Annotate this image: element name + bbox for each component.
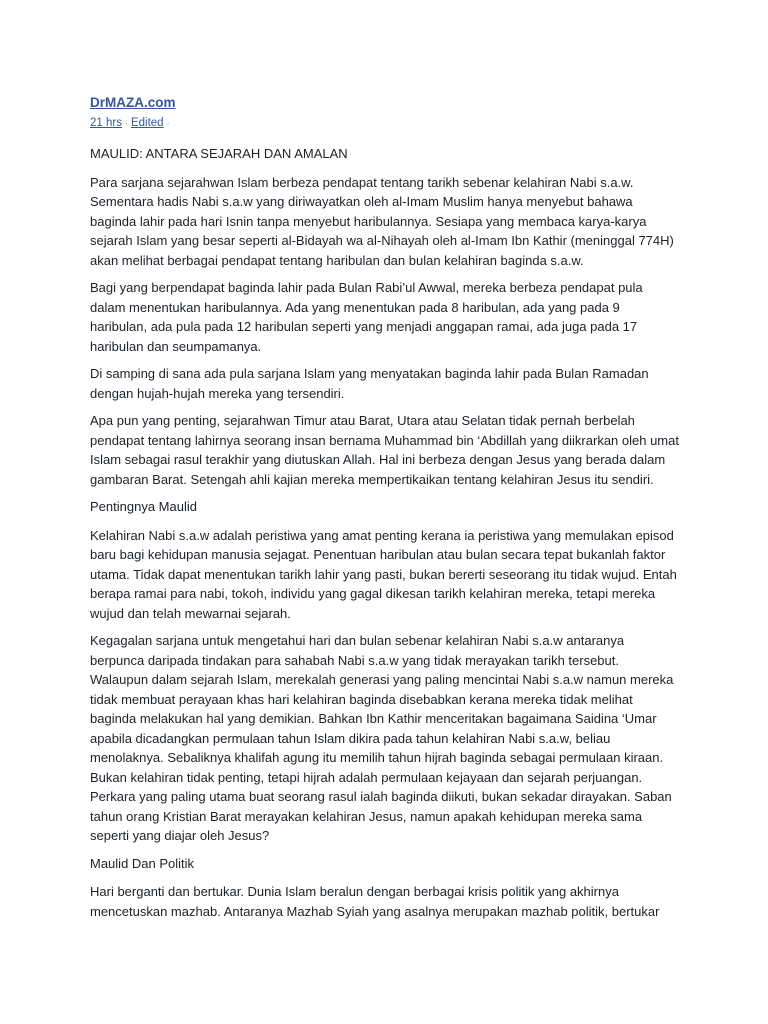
paragraph: Kelahiran Nabi s.a.w adalah peristiwa yang amat penting kerana ia peristiwa yang memulakan episod baru bagi kehidupan manusia sejagat. Penentuan haribulan atau bulan secara tepat bukanlah faktor utama. Tidak dapat menentukan tarikh lahir yang pasti, bukan bererti seseorang itu tidak wujud. Entah berapa ramai para nabi, tokoh, individu yang gagal dikesan tarikh kelahiran mereka, tetapi mereka wujud dan telah mewarnai sejarah. xyxy=(90,527,677,621)
meta-separator: · xyxy=(124,118,128,128)
timestamp-link[interactable]: 21 hrs xyxy=(90,117,122,129)
edited-link[interactable]: Edited xyxy=(130,117,164,129)
paragraph: Kegagalan sarjana untuk mengetahui hari dan bulan sebenar kelahiran Nabi s.a.w antaranya berpunca daripada tindakan para sahabah Nabi s.a.w yang tidak merayakan tarikh tersebut. Walaupun dalam sejarah Islam, merekalah generasi yang paling mencintai Nabi s.a.w namun mereka tidak membuat perayaan khas hari kelahiran baginda disebabkan kerana mereka tidak melihat baginda melakukan hal yang demikian. Bahkan Ibn Kathir menceritakan bagaimana Saidina ‘Umar apabila dicadangkan permulaan tahun Islam dikira pada tahun kelahiran Nabi s.a.w, beliau menolaknya. Sebaliknya khalifah agung itu memilih tahun hijrah baginda sebagai permulaan kiraan. Bukan kelahiran tidak penting, tetapi hijrah adalah permulaan kejayaan dan sejarah perjuangan. Perkara yang paling utama buat seorang rasul ialah baginda diikuti, bukan sekadar dirayakan. Saban tahun orang Kristian Barat merayakan kelahiran Jesus, namun apakah kehidupan mereka sama seperti yang diajar oleh Jesus? xyxy=(90,633,674,843)
section-heading: Pentingnya Maulid xyxy=(90,499,197,514)
post-content xyxy=(90,144,680,921)
facebook-post xyxy=(90,94,680,929)
author-link[interactable]: DrMAZA.com xyxy=(90,95,176,110)
privacy-separator: · xyxy=(166,118,170,128)
paragraph: Para sarjana sejarahwan Islam berbeza pendapat tentang tarikh sebenar kelahiran Nabi s.a.w. Sementara hadis Nabi s.a.w yang diriwayatkan oleh al-Imam Muslim hanya menyebut bahawa baginda lahir pada hari Isnin tanpa menyebut haribulannya. Sesiapa yang membaca karya-karya sejarah Islam yang besar seperti al-Bidayah wa al-Nihayah oleh al-Imam Ibn Kathir (meninggal 774H) akan melihat berbagai pendapat tentang haribulan dan bulan kelahiran baginda s.a.w. xyxy=(90,174,674,268)
paragraph: Bagi yang berpendapat baginda lahir pada Bulan Rabi’ul Awwal, mereka berbeza pendapat pula dalam menentukan haribulannya. Ada yang menentukan pada 8 haribulan, ada yang pada 9 haribulan, ada pula pada 12 haribulan seperti yang menjadi anggapan ramai, ada juga pada 17 haribulan dan seumpamanya. xyxy=(90,280,643,354)
post-meta xyxy=(90,116,680,130)
paragraph: Hari berganti dan bertukar. Dunia Islam beralun dengan berbagai krisis politik yang akhirnya mencetuskan mazhab. Antaranya Mazhab Syiah yang asalnya merupakan mazhab politik, bertukar xyxy=(90,884,660,919)
paragraph: Apa pun yang penting, sejarahwan Timur atau Barat, Utara atau Selatan tidak pernah berbelah pendapat tentang lahirnya seorang insan bernama Muhammad bin ‘Abdillah yang diikrarkan oleh umat Islam sebagai rasul terakhir yang diutuskan Allah. Hal ini berbeza dengan Jesus yang berada dalam gambaran Barat. Setengah ahli kajian mereka mempertikaikan tentang kelahiran Jesus itu sendiri. xyxy=(90,413,679,487)
paragraph: Di samping di sana ada pula sarjana Islam yang menyatakan baginda lahir pada Bulan Ramadan dengan hujah-hujah mereka yang tersendiri. xyxy=(90,366,649,401)
section-heading: Maulid Dan Politik xyxy=(90,855,195,871)
post-title: MAULID: ANTARA SEJARAH DAN AMALAN xyxy=(90,146,348,161)
